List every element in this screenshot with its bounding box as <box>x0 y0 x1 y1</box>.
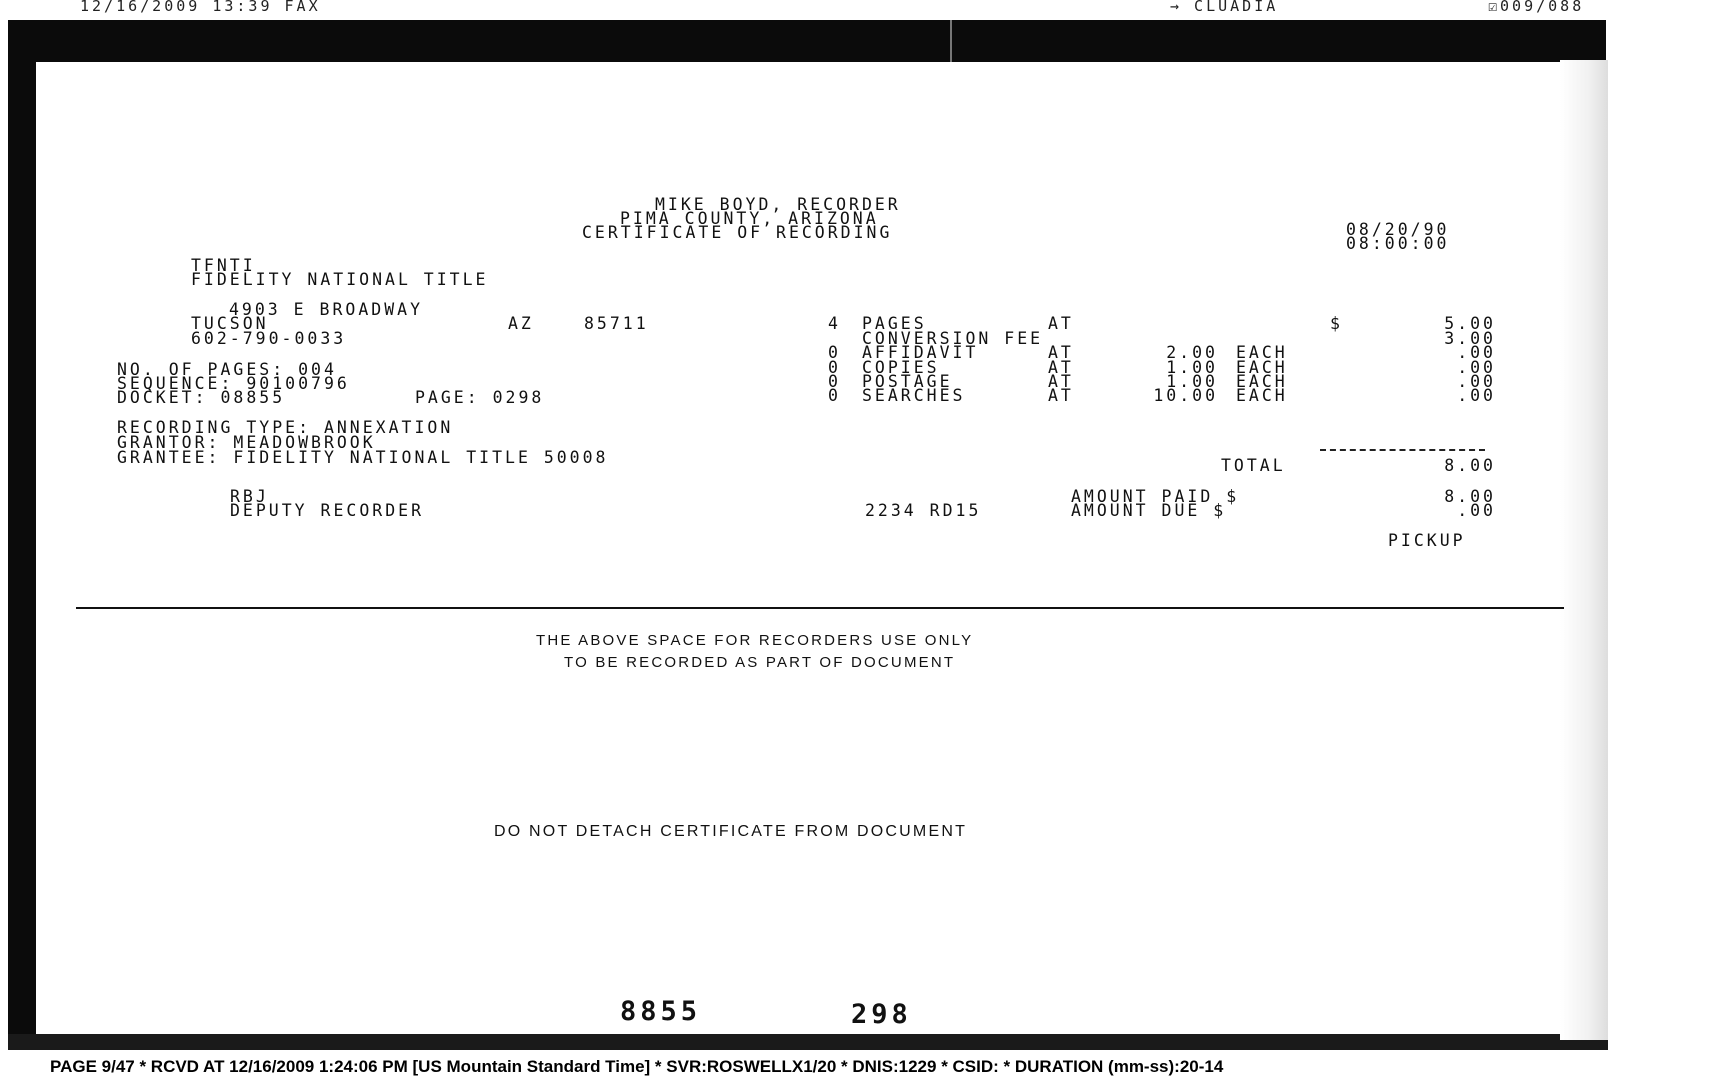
amount-paid-value: 8.00 <box>1444 487 1496 506</box>
fax-receipt-footer: PAGE 9/47 * RCVD AT 12/16/2009 1:24:06 PM [US Mountain Standard Time] * SVR:ROSWELLX1/20 * DNIS:1229 * CSID: * DURATION (mm-ss):20-14 <box>50 1057 1224 1076</box>
recorder-section-divider <box>76 607 1564 609</box>
sum-rule <box>1320 449 1485 451</box>
recording-type: RECORDING TYPE: ANNEXATION <box>117 418 454 437</box>
scan-border-top <box>8 20 1606 62</box>
fee-rate: 10.00 <box>1153 386 1218 405</box>
docket-page: PAGE: 0298 <box>415 388 545 407</box>
fee-rate: 1.00 <box>1166 358 1218 377</box>
recorders-use-note: THE ABOVE SPACE FOR RECORDERS USE ONLY <box>536 632 974 649</box>
amount-paid-label: AMOUNT PAID $ <box>1071 487 1240 506</box>
fee-item: COPIES <box>862 358 940 377</box>
fee-qty: 0 <box>828 386 841 405</box>
party-zip: 85711 <box>584 314 649 333</box>
grantor: GRANTOR: MEADOWBROOK <box>117 433 376 452</box>
sequence: SEQUENCE: 90100796 <box>117 374 350 393</box>
fee-amount: .00 <box>1457 372 1496 391</box>
fee-amount: 3.00 <box>1444 329 1496 348</box>
fee-at: AT <box>1048 314 1074 333</box>
stamped-docket-number: 8855 <box>620 996 702 1027</box>
fee-at: AT <box>1048 343 1074 362</box>
number-of-pages: NO. OF PAGES: 004 <box>117 360 337 379</box>
party-name: FIDELITY NATIONAL TITLE <box>191 270 489 289</box>
do-not-detach-note: DO NOT DETACH CERTIFICATE FROM DOCUMENT <box>494 823 968 840</box>
scan-border-seam <box>950 20 952 62</box>
deputy-title: DEPUTY RECORDER <box>230 501 425 520</box>
party-code: TFNTI <box>191 256 256 275</box>
fee-item: AFFIDAVIT <box>862 343 979 362</box>
fee-amount: .00 <box>1457 386 1496 405</box>
party-city: TUCSON <box>191 314 269 333</box>
record-as-part-note: TO BE RECORDED AS PART OF DOCUMENT <box>564 654 956 671</box>
recorder-county: PIMA COUNTY, ARIZONA <box>620 209 879 228</box>
fee-item: PAGES <box>862 314 927 333</box>
deputy-initials: RBJ <box>230 487 269 506</box>
fee-at: AT <box>1048 358 1074 377</box>
fee-item: SEARCHES <box>862 386 966 405</box>
scan-border-bottom <box>8 1034 1608 1050</box>
fee-rate: 2.00 <box>1166 343 1218 362</box>
total-label: TOTAL <box>1221 456 1286 475</box>
fax-page-counter: ☑009/088 <box>1488 0 1585 15</box>
total-value: 8.00 <box>1444 456 1496 475</box>
certificate-title: CERTIFICATE OF RECORDING <box>582 223 893 242</box>
fee-each: EACH <box>1236 343 1288 362</box>
party-state: AZ <box>508 314 534 333</box>
fee-rate: 1.00 <box>1166 372 1218 391</box>
scan-edge-noise <box>1560 60 1608 1040</box>
party-address: 4903 E BROADWAY <box>229 300 424 319</box>
recording-time: 08:00:00 <box>1346 234 1450 253</box>
fee-item: CONVERSION FEE <box>862 329 1044 348</box>
fee-each: EACH <box>1236 358 1288 377</box>
fee-amount: .00 <box>1457 358 1496 377</box>
fee-amount: .00 <box>1457 343 1496 362</box>
pickup-label: PICKUP <box>1388 531 1466 550</box>
docket: DOCKET: 08855 <box>117 388 286 407</box>
fee-at: AT <box>1048 372 1074 391</box>
amount-due-label: AMOUNT DUE $ <box>1071 501 1227 520</box>
stamped-page-number: 298 <box>851 999 912 1030</box>
fee-item: POSTAGE <box>862 372 953 391</box>
fee-qty: 0 <box>828 372 841 391</box>
fax-recipient: → CLUADIA <box>1170 0 1279 15</box>
register-code: 2234 RD15 <box>865 501 982 520</box>
recording-date: 08/20/90 <box>1346 220 1450 239</box>
scan-border-left <box>8 20 36 1050</box>
recorder-name: MIKE BOYD, RECORDER <box>655 195 901 214</box>
fax-datetime: 12/16/2009 13:39 FAX <box>80 0 321 15</box>
fee-each: EACH <box>1236 372 1288 391</box>
fee-at: AT <box>1048 386 1074 405</box>
grantee: GRANTEE: FIDELITY NATIONAL TITLE 50008 <box>117 448 609 467</box>
fee-amount: 5.00 <box>1444 314 1496 333</box>
fee-each: EACH <box>1236 386 1288 405</box>
fee-qty: 0 <box>828 343 841 362</box>
amount-due-value: .00 <box>1457 501 1496 520</box>
fee-currency: $ <box>1330 314 1343 333</box>
party-phone: 602-790-0033 <box>191 329 347 348</box>
fee-qty: 0 <box>828 358 841 377</box>
fee-qty: 4 <box>828 314 841 333</box>
